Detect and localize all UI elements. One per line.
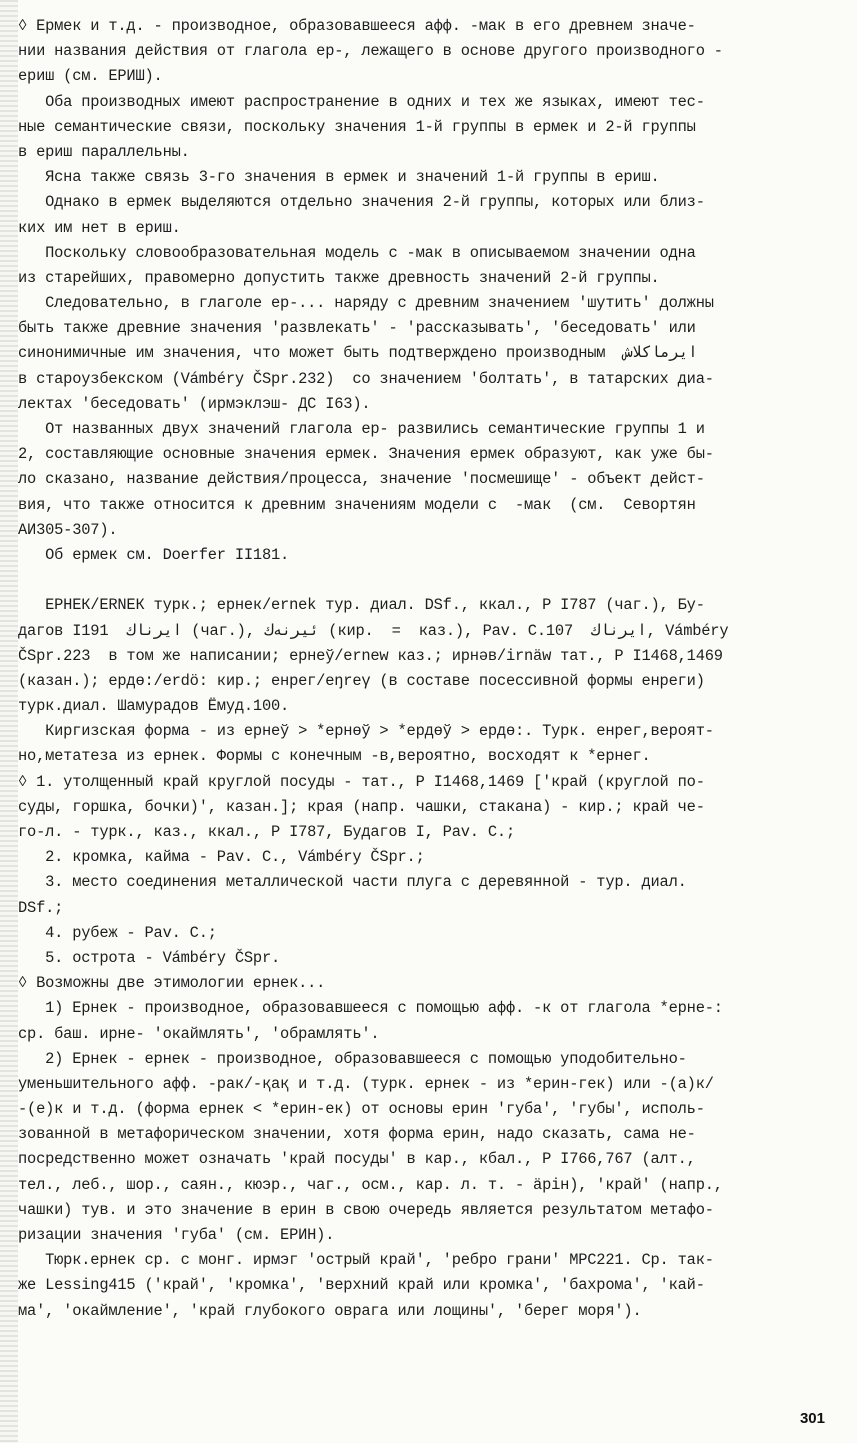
text-line: Поскольку словообразовательная модель с -мак в описываемом значении одна [18, 243, 696, 262]
text-line: ср. баш. ирне- 'окаймлять', 'обрамлять'. [18, 1024, 380, 1043]
text-line: 1) Ернек - производное, образовавшееся с помощью афф. -к от глагола *ерне-: [18, 999, 723, 1018]
text-line: суды, горшка, бочки)', казан.]; края (напр. чашки, стакана) - кир.; край че- [18, 797, 705, 816]
blank-line [18, 568, 846, 593]
text-line: Ясна также связь 3-го значения в ермек и значений 1-й группы в ериш. [18, 168, 660, 187]
text-line: лектах 'беседовать' (ирмэклэш- ДС I63). [18, 394, 371, 413]
text-line: 2) Ернек - ернек - производное, образовавшееся с помощью уподобительно- [18, 1049, 687, 1068]
text-line: (казан.); ердө:/erdö: кир.; енрег/eŋreγ (в составе посессивной формы енреги) [18, 671, 705, 690]
text-line: ные семантические связи, поскольку значения 1-й группы в ермек и 2-й группы [18, 117, 696, 136]
text-line: Тюрк.ернек ср. с монг. ирмэг 'острый край', 'ребро грани' МРС221. Ср. так- [18, 1251, 714, 1270]
scan-edge [0, 0, 18, 1443]
text-line: из старейших, правомерно допустить также древность значений 2-й группы. [18, 268, 660, 287]
text-line: АИ305-307). [18, 520, 118, 539]
text-line: Однако в ермек выделяются отдельно значения 2-й группы, которых или близ- [18, 193, 705, 212]
text-line: -(е)к и т.д. (форма ернек < *ерин-ек) от основы ерин 'губа', 'губы', исполь- [18, 1100, 705, 1119]
text-line: уменьшительного афф. -рак/-қақ и т.д. (турк. ернек - из *ерин-гек) или -(а)к/ [18, 1074, 714, 1093]
text-line: ризации значения 'губа' (см. ЕРИН). [18, 1226, 335, 1244]
text-line: чашки) тув. и это значение в ерин в свою очередь является результатом метафо- [18, 1200, 714, 1219]
text-line: DSf.; [18, 898, 64, 917]
text-line: 2. кромка, кайма - Pav. C., Vámbéry ČSpr.; [18, 848, 425, 867]
text-line: нии названия действия от глагола ер-, лежащего в основе другого производного - [18, 42, 723, 61]
text-line: 5. острота - Vámbéry ČSpr. [18, 948, 281, 967]
text-line: ČSpr.223 в том же написании; ернеў/ernew каз.; ирнәв/irnäw тат., Р I1468,1469 [18, 646, 723, 665]
text-line: посредственно может означать 'край посуды' в кар., кбал., Р I766,767 (алт., [18, 1150, 696, 1169]
text-line: 2, составляющие основные значения ермек. Значения ермек образуют, как уже бы- [18, 445, 714, 464]
text-line: ЕРНЕК/ЕRNЕК турк.; ернек/ernek тур. диал. DSf., ккал., Р I787 (чаг.), Бу- [18, 596, 705, 615]
text-line: Оба производных имеют распространение в одних и тех же языках, имеют тес- [18, 92, 705, 111]
text-line: в ериш параллельны. [18, 142, 190, 161]
text-line: ◊ Ермек и т.д. - производное, образовавшееся афф. -мак в его древнем значе- [18, 17, 696, 35]
text-line: ◊ 1. утолщенный край круглой посуды - тат., Р I1468,1469 ['край (круглой по- [18, 772, 705, 791]
text-line: Следовательно, в глаголе ер-... наряду с древним значением 'шутить' должны [18, 294, 714, 313]
document-page [18, 14, 846, 1324]
text-line: зованной в метафорическом значении, хотя форма ерин, надо сказать, сама не- [18, 1125, 696, 1144]
text-line: Об ермек см. Doerfer II181. [18, 545, 290, 564]
text-line: ма', 'окаймление', 'край глубокого оврага или лощины', 'берег моря'). [18, 1301, 642, 1320]
page-number: 301 [799, 1410, 825, 1427]
text-line: же Lessing415 ('край', 'кромка', 'верхний край или кромка', 'бахрома', 'кай- [18, 1276, 705, 1295]
text-line: го-л. - турк., каз., ккал., Р I787, Будагов I, Pav. C.; [18, 823, 515, 841]
text-line: 4. рубеж - Pav. C.; [18, 923, 217, 942]
text-line: дагов I191 ايرناك (чаг.), ئيرنەك (кир. = каз.), Pav. C.107 ايرناك, Vámbéry [18, 621, 729, 640]
text-line: От названных двух значений глагола ер- развились семантические группы 1 и [18, 420, 705, 438]
text-line: ◊ Возможны две этимологии ернек... [18, 974, 326, 993]
text-line: Киргизская форма - из ернеў > *ернөў > *ердөў > ердө:. Турк. енрег,вероят- [18, 722, 714, 741]
text-line: ких им нет в ериш. [18, 218, 181, 237]
text-line: но,метатеза из ернек. Формы с конечным -в,вероятно, восходят к *ернег. [18, 747, 651, 766]
text-line: синонимичные им значения, что может быть подтверждено производным ايرماكلاش [18, 344, 698, 363]
text-line: ериш (см. ЕРИШ). [18, 67, 163, 86]
text-line: 3. место соединения металлической части плуга с деревянной - тур. диал. [18, 873, 687, 892]
text-line: быть также древние значения 'развлекать' - 'рассказывать', 'беседовать' или [18, 319, 696, 338]
text-line: ло сказано, название действия/процесса, значение 'посмешище' - объект дейст- [18, 470, 705, 489]
text-line: турк.диал. Шамурадов Ёмуд.100. [18, 697, 290, 716]
text-line: тел., леб., шор., саян., кюэр., чаг., осм., кар. л. т. - ӓрін), 'край' (напр., [18, 1175, 723, 1194]
text-line: вия, что также относится к древним значениям модели с -мак (см. Севортян [18, 495, 696, 514]
text-line: в староузбекском (Vámbéry ČSpr.232) со значением 'болтать', в татарских диа- [18, 369, 714, 388]
